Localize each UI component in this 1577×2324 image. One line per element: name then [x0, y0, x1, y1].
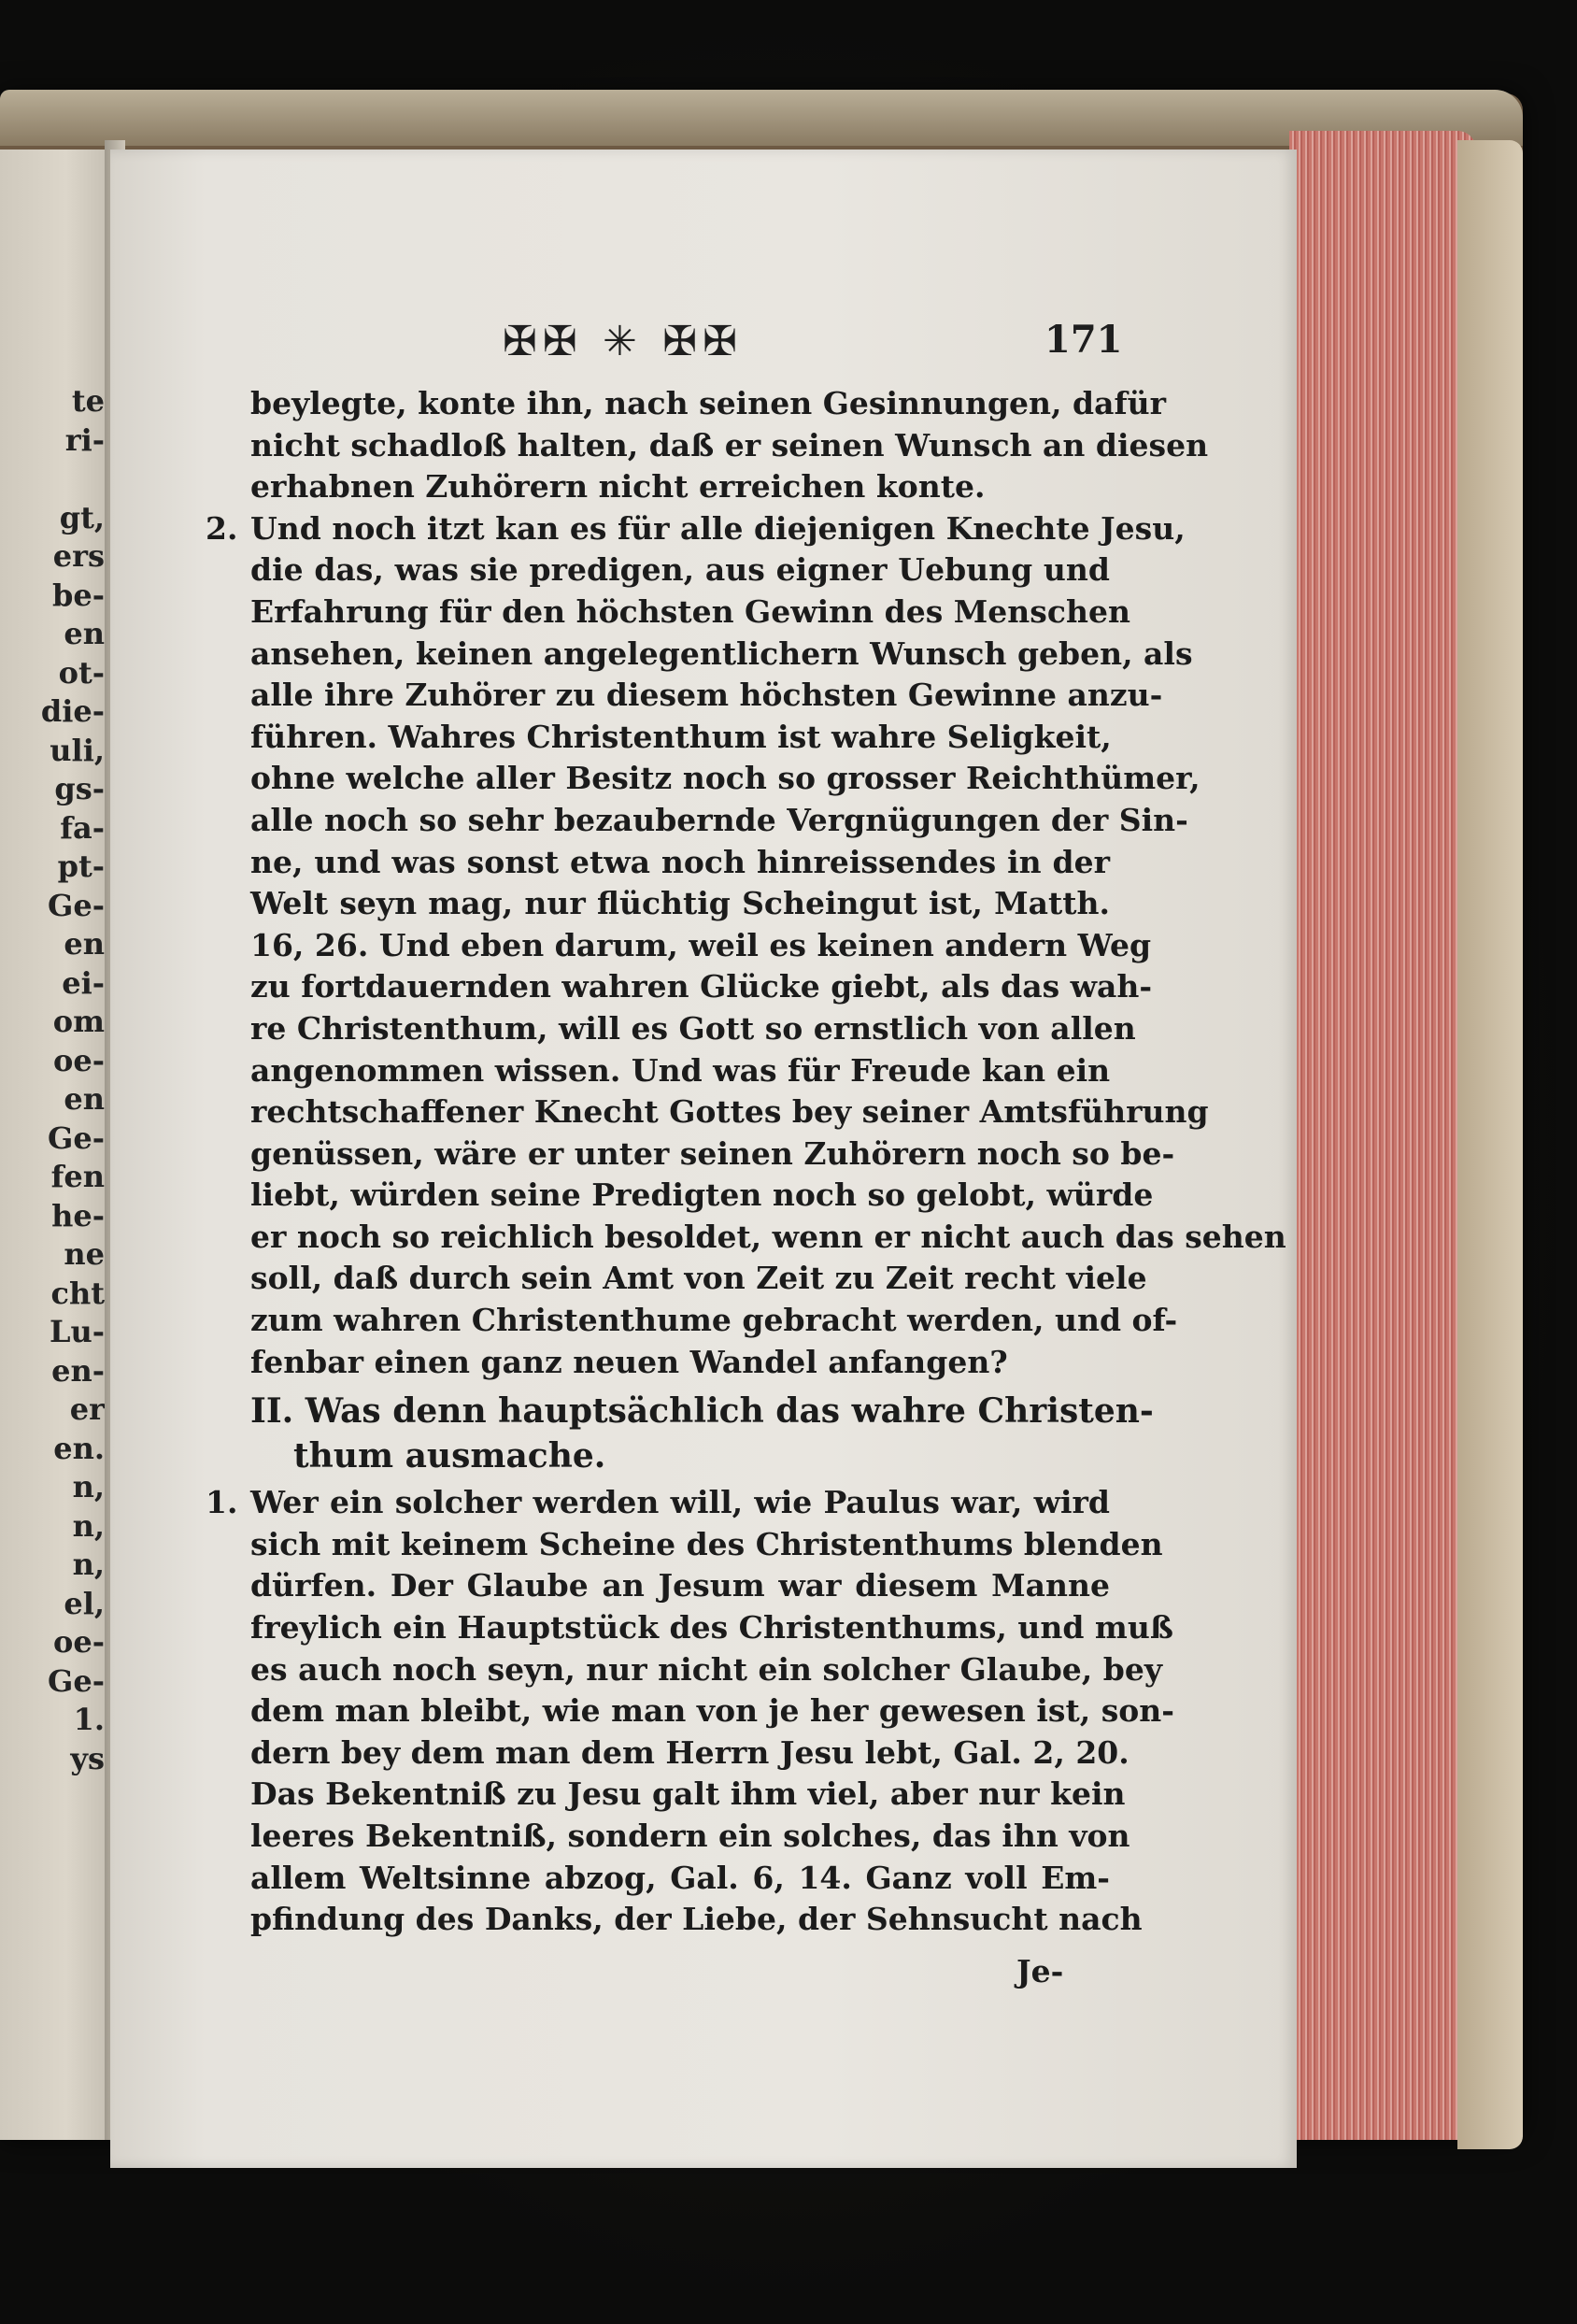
text-line: alle ihre Zuhörer zu diesem höchsten Gewinne anzu- — [250, 677, 1163, 714]
text-line: ohne welche aller Besitz noch so grosser Reichthümer, — [250, 760, 1201, 797]
text-line: angenommen wissen. Und was für Freude kan ein — [250, 1051, 1111, 1089]
left-page-line-end: fa- — [60, 809, 105, 846]
text-line: genüssen, wäre er unter seinen Zuhörern noch so be- — [250, 1134, 1175, 1172]
left-page-line-end: ers — [52, 538, 105, 574]
left-page-line-end — [0, 461, 110, 500]
paragraph-marker: 1. — [206, 1484, 238, 1521]
left-page-line-end: 1. — [73, 1702, 105, 1737]
left-page-line-end: n, — [72, 1547, 105, 1582]
text-line: freylich ein Hauptstück des Christenthums, und muß — [250, 1609, 1173, 1647]
text-line-content: Wer ein solcher werden will, wie Paulus war, wird — [250, 1484, 1110, 1521]
text-line: erhabnen Zuhörern nicht erreichen konte. — [250, 468, 986, 506]
text-line: liebt, würden seine Predigten noch so gelobt, würde — [250, 1176, 1154, 1214]
left-page-line-end: die- — [40, 693, 105, 729]
left-page-line-end: pt- — [57, 848, 105, 884]
book-spine-board — [1457, 140, 1523, 2149]
left-page-line-ends — [0, 383, 110, 1779]
text-line: ansehen, keinen angelegentlichern Wunsch geben, als — [250, 634, 1193, 672]
text-line: 16, 26. Und eben darum, weil es keinen andern Weg — [250, 926, 1152, 963]
left-page-line-end: om — [52, 1004, 105, 1039]
left-page-line-end: ot- — [58, 654, 105, 691]
left-page-line-end: cht — [50, 1275, 105, 1311]
text-line: Erfahrung für den höchsten Gewinn des Menschen — [250, 592, 1130, 630]
section-heading-line-1 — [250, 1389, 1154, 1433]
paragraph-3 — [206, 1482, 1175, 1941]
text-line: zum wahren Christenthume gebracht werden, und of- — [250, 1302, 1178, 1339]
text-line: es auch noch seyn, nur nicht ein solcher Glaube, bey — [250, 1650, 1162, 1688]
text-line: fenbar einen ganz neuen Wandel anfangen? — [250, 1343, 1008, 1380]
text-line — [206, 1482, 1110, 1524]
left-page-line-end: oe- — [53, 1624, 105, 1660]
left-page-line-end: Ge- — [48, 1662, 105, 1699]
left-facing-page — [0, 150, 110, 2140]
text-line: nicht schadloß halten, daß er seinen Wunsch an diesen — [250, 426, 1209, 463]
left-page-line-end: ri- — [64, 421, 105, 458]
text-line: dem man bleibt, wie man von je her gewesen ist, son- — [250, 1692, 1175, 1730]
left-page-line-end: uli, — [50, 732, 105, 768]
head-ornament: ✠✠ ✳ ✠✠ — [503, 318, 743, 365]
left-page-line-end: er — [69, 1391, 105, 1427]
left-page-line-end: Ge- — [48, 1119, 105, 1156]
running-head — [110, 318, 1297, 374]
text-line: Das Bekentniß zu Jesu galt ihm viel, aber nur kein — [250, 1775, 1126, 1813]
left-page-line-end: ne — [64, 1236, 105, 1272]
left-page-line-end: Lu- — [49, 1314, 105, 1349]
left-page-line-end: n, — [72, 1469, 105, 1504]
section-heading-line-2: thum ausmache. — [293, 1436, 606, 1476]
text-line: allem Weltsinne abzog, Gal. 6, 14. Ganz voll Em- — [250, 1859, 1110, 1896]
text-line: Welt seyn mag, nur flüchtig Scheingut ist, Matth. — [250, 885, 1110, 922]
section-numeral: II. — [250, 1391, 294, 1432]
left-page-line-end: oe- — [53, 1042, 105, 1078]
right-page — [110, 150, 1297, 2168]
text-line — [206, 508, 1186, 550]
paragraph-marker: 2. — [206, 509, 238, 547]
left-page-line-end: te — [71, 383, 105, 419]
text-line: rechtschaffener Knecht Gottes bey seiner Amtsführung — [250, 1093, 1209, 1131]
left-page-line-end: ys — [70, 1740, 105, 1776]
left-page-line-end: en. — [53, 1430, 105, 1466]
text-line: ne, und was sonst etwa noch hinreissendes in der — [250, 843, 1110, 880]
text-line: dern bey dem man dem Herrn Jesu lebt, Gal. 2, 20. — [250, 1733, 1129, 1771]
paragraph-1 — [250, 383, 1209, 508]
text-line: pfindung des Danks, der Liebe, der Sehnsucht nach — [250, 1901, 1143, 1938]
page-edges-red — [1289, 131, 1476, 2140]
left-page-line-end: fen — [50, 1159, 105, 1194]
text-line: sich mit keinem Scheine des Christenthums blenden — [250, 1525, 1163, 1562]
section-heading-text: Was denn hauptsächlich das wahre Christen- — [305, 1391, 1154, 1432]
left-page-line-end: en- — [51, 1352, 105, 1389]
page-number: 171 — [1044, 318, 1123, 362]
left-page-line-end: be- — [51, 577, 105, 613]
text-line: er noch so reichlich besoldet, wenn er nicht auch das sehen — [250, 1218, 1286, 1255]
left-page-line-end: n, — [72, 1507, 105, 1544]
left-page-line-end: he- — [51, 1197, 105, 1233]
left-page-line-end: en — [64, 616, 105, 651]
text-line: die das, was sie predigen, aus eigner Uebung und — [250, 551, 1110, 589]
text-line: soll, daß durch sein Amt von Zeit zu Zeit recht viele — [250, 1260, 1147, 1297]
left-page-line-end: ei- — [62, 964, 105, 1001]
text-line: alle noch so sehr bezaubernde Vergnügungen der Sin- — [250, 801, 1188, 838]
catchword: Je- — [1016, 1953, 1064, 1989]
left-page-line-end: en — [64, 926, 105, 962]
paragraph-2 — [206, 508, 1286, 1383]
text-line: dürfen. Der Glaube an Jesum war diesem Manne — [250, 1567, 1110, 1604]
text-line: führen. Wahres Christenthum ist wahre Seligkeit, — [250, 718, 1112, 755]
text-line: zu fortdauernden wahren Glücke giebt, als das wah- — [250, 968, 1153, 1005]
left-page-line-end: gs- — [54, 771, 105, 806]
left-page-line-end: Ge- — [48, 887, 105, 923]
left-page-line-end: en — [64, 1081, 105, 1117]
left-page-line-end: gt, — [59, 499, 105, 535]
text-block — [206, 383, 1286, 1941]
text-line: beylegte, konte ihn, nach seinen Gesinnungen, dafür — [250, 385, 1167, 421]
text-line-content: Und noch itzt kan es für alle diejenigen Knechte Jesu, — [250, 509, 1186, 547]
text-line: re Christenthum, will es Gott so ernstlich von allen — [250, 1009, 1136, 1047]
section-heading — [250, 1389, 1154, 1478]
left-page-line-end: el, — [64, 1585, 105, 1621]
text-line: leeres Bekentniß, sondern ein solches, das ihn von — [250, 1818, 1130, 1854]
